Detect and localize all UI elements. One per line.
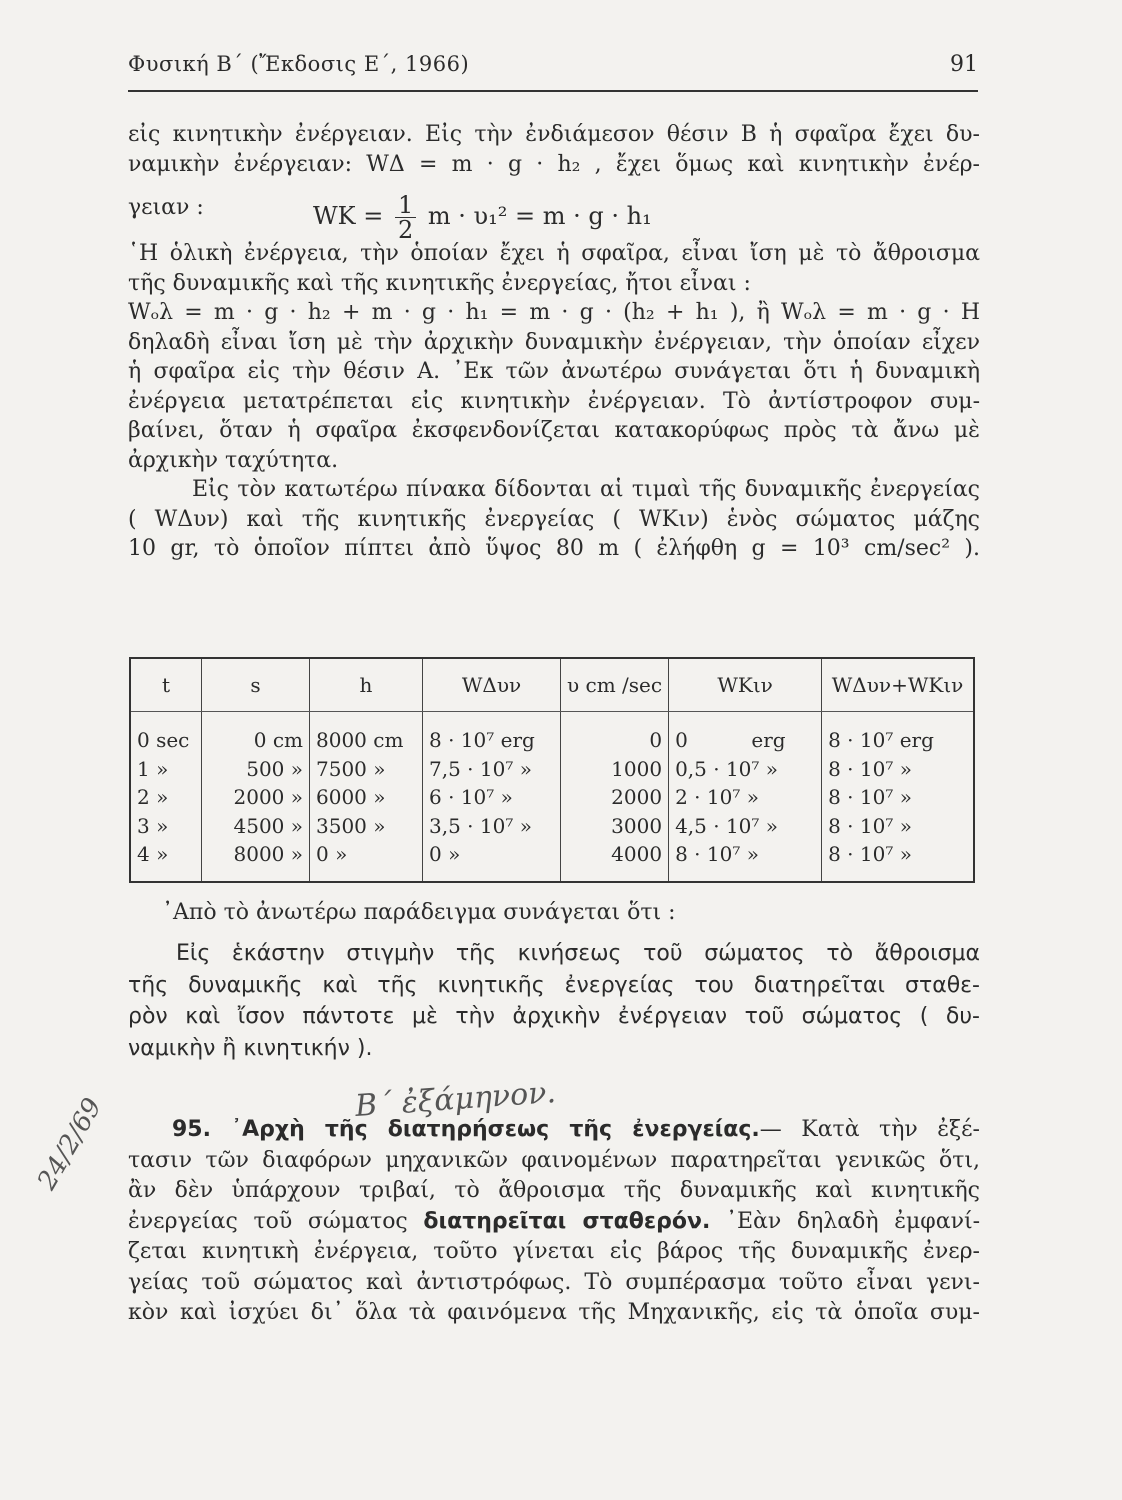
cell: 8 · 10⁷ »: [822, 812, 974, 841]
book-title: Φυσική Β΄ (Ἔκδοσις Ε΄, 1966): [128, 52, 470, 76]
total-energy-formula: Wₒλ = m · g · h₂ + m · g · h₁ = m · g · (h₂ + h₁ ), ἢ Wₒλ = m · g · H: [128, 300, 980, 325]
text-line: τασιν τῶν διαφόρων μηχανικῶν φαινομένων παρατηρεῖται γενικῶς ὅτι,: [128, 1147, 980, 1173]
text-line: 10 gr, τὸ ὁποῖον πίπτει ἀπὸ ὕψος 80 m ( ἐλήφθη g = 10³ cm/sec² ).: [128, 536, 980, 561]
cell: 0 sec: [130, 712, 202, 755]
col-header-w-sum: WΔυν+WΚιν: [822, 658, 974, 712]
cell: 7,5 · 10⁷ »: [423, 755, 561, 784]
cell: 7500 »: [310, 755, 423, 784]
text-line: ναμικὴν ἢ κινητικήν ).: [128, 1035, 373, 1061]
table-row: [130, 712, 974, 755]
text-line: ῾Η ὁλικὴ ἐνέργεια, τὴν ὁποίαν ἔχει ἡ σφαῖρα, εἶναι ἴση μὲ τὸ ἄθροισμα: [128, 241, 980, 266]
section-95: [128, 1115, 980, 1329]
col-header-h: h: [310, 658, 423, 712]
col-header-t: t: [130, 658, 202, 712]
conclusion-block: [128, 897, 980, 1064]
text-line: ἐνέργεια μετατρέπεται εἰς κινητικὴν ἐνέργειαν. Τὸ ἀντίστροφον συμ-: [128, 388, 980, 414]
cell: 4 »: [130, 840, 202, 882]
table-row: [130, 755, 974, 784]
cell: 6000 »: [310, 783, 423, 812]
cell: 8 · 10⁷ erg: [423, 712, 561, 755]
text-line: κὸν καὶ ἰσχύει δι᾿ ὅλα τὰ φαινόμενα τῆς Μηχανικῆς, εἰς τὰ ὁποῖα συμ-: [128, 1300, 980, 1325]
text-line: ἡ σφαῖρα εἰς τὴν θέσιν Α. ᾿Εκ τῶν ἀνωτέρω συνάγεται ὅτι ἡ δυναμικὴ: [128, 359, 980, 384]
text-line: ναμικὴν ἐνέργειαν: WΔ = m · g · h₂ , ἔχει ὅμως καὶ κινητικὴν ἐνέρ-: [128, 151, 980, 177]
cell: 8 · 10⁷ »: [822, 840, 974, 882]
energy-table: [129, 657, 975, 883]
cell: 0 erg: [669, 712, 822, 755]
cell: 3 »: [130, 812, 202, 841]
cell: 4,5 · 10⁷ »: [669, 812, 822, 841]
formula-expression: [313, 193, 652, 242]
text-line: τῆς δυναμικῆς καὶ τῆς κινητικῆς ἐνεργείας, ἤτοι εἶναι :: [128, 270, 751, 296]
text-line: ρὸν καὶ ἴσον πάντοτε μὲ τὴν ἀρχικὴν ἐνέργειαν τοῦ σώματος ( δυ-: [128, 1004, 980, 1029]
cell: 0 »: [423, 840, 561, 882]
cell: 8 · 10⁷ »: [669, 840, 822, 882]
text-line: δηλαδὴ εἶναι ἴση μὲ τὴν ἀρχικὴν δυναμικὴν ἐνέργειαν, τὴν ὁποίαν εἶχεν: [128, 329, 980, 355]
paragraph-energy: [128, 120, 980, 564]
col-header-s: s: [202, 658, 310, 712]
fraction-numerator: 1: [395, 193, 416, 218]
text-line: ( WΔυν) καὶ τῆς κινητικῆς ἐνεργείας ( WΚιν) ἑνὸς σώματος μάζης: [128, 506, 980, 532]
table-row: [130, 783, 974, 812]
cell: 0 cm: [202, 712, 310, 755]
cell: 3000: [561, 812, 669, 841]
cell: 8 · 10⁷ »: [822, 755, 974, 784]
conclusion-intro: ᾿Απὸ τὸ ἀνωτέρω παράδειγμα συνάγεται ὅτι :: [162, 900, 676, 925]
kinetic-energy-formula: [128, 179, 980, 244]
text-line: ζεται κινητικὴ ἐνέργεια, τοῦτο γίνεται εἰς βάρος τῆς δυναμικῆς ἐνερ-: [128, 1239, 980, 1264]
cell: 1 »: [130, 755, 202, 784]
cell: 0 »: [310, 840, 423, 882]
page-number: 91: [950, 52, 978, 77]
text-line: βαίνει, ὅταν ἡ σφαῖρα ἐκσφενδονίζεται κατακορύφως πρὸς τὰ ἄνω μὲ: [128, 418, 980, 443]
cell: 3,5 · 10⁷ »: [423, 812, 561, 841]
cell: 2000 »: [202, 783, 310, 812]
emphasis-conserved: διατηρεῖται σταθερόν.: [423, 1208, 711, 1234]
conclusion-statement: [128, 938, 980, 1064]
text-line: ἂν δὲν ὑπάρχουν τριβαί, τὸ ἄθροισμα τῆς δυναμικῆς καὶ κινητικῆς: [128, 1178, 980, 1203]
col-header-w-dyn: WΔυν: [423, 658, 561, 712]
cell: 2 · 10⁷ »: [669, 783, 822, 812]
formula-label: γειαν :: [128, 195, 204, 220]
table-row: [130, 812, 974, 841]
handwritten-date: 24/2/69: [32, 1093, 109, 1195]
cell: 3500 »: [310, 812, 423, 841]
cell: 0,5 · 10⁷ »: [669, 755, 822, 784]
cell: 8 · 10⁷ »: [822, 783, 974, 812]
table-row: [130, 840, 974, 882]
cell: 4000: [561, 840, 669, 882]
text-fragment: ᾿Εὰν δηλαδὴ ἐμφανί-: [726, 1208, 980, 1234]
cell: 8000 cm: [310, 712, 423, 755]
fraction-denominator: 2: [397, 216, 414, 244]
text-line: Εἰς τὸν κατωτέρω πίνακα δίδονται αἱ τιμαὶ τῆς δυναμικῆς ἐνεργείας: [192, 477, 980, 502]
cell: 0: [561, 712, 669, 755]
formula-left: WΚ =: [313, 202, 384, 230]
text-line: γείας τοῦ σώματος καὶ ἀντιστρόφως. Τὸ συμπέρασμα τοῦτο εἶναι γενι-: [128, 1269, 980, 1295]
cell: 8 · 10⁷ erg: [822, 712, 974, 755]
cell: 1000: [561, 755, 669, 784]
col-header-velocity: υ cm /sec: [561, 658, 669, 712]
text-line: Εἰς ἑκάστην στιγμὴν τῆς κινήσεως τοῦ σώματος τὸ ἄθροισμα: [176, 941, 980, 966]
text-line: τῆς δυναμικῆς καὶ τῆς κινητικῆς ἐνεργείας του διατηρεῖται σταθε-: [128, 972, 980, 998]
text-line: εἰς κινητικὴν ἐνέργειαν. Εἰς τὴν ἐνδιάμεσον θέσιν Β ἡ σφαῖρα ἔχει δυ-: [128, 122, 980, 147]
running-header: [128, 50, 978, 92]
text-line: ἀρχικὴν ταχύτητα.: [128, 447, 339, 473]
fraction-one-half: [395, 193, 416, 242]
text-fragment: ἐνεργείας τοῦ σώματος: [128, 1208, 408, 1234]
col-header-w-kin: WΚιν: [669, 658, 822, 712]
formula-right: m · υ₁² = m · g · h₁: [427, 202, 652, 230]
handwritten-note-semester: Β΄ ἐξάμηνον.: [354, 1075, 557, 1124]
table-header-row: [130, 658, 974, 712]
cell: 2 »: [130, 783, 202, 812]
cell: 500 »: [202, 755, 310, 784]
section-heading-tail: — Κατὰ τὴν ἐξέ-: [759, 1117, 980, 1142]
cell: 8000 »: [202, 840, 310, 882]
section-heading-line: [128, 1115, 980, 1146]
cell: 6 · 10⁷ »: [423, 783, 561, 812]
section-heading: 95. ᾿Αρχὴ τῆς διατηρήσεως τῆς ἐνεργείας.: [172, 1117, 760, 1142]
cell: 2000: [561, 783, 669, 812]
text-line-emphasis: [128, 1207, 980, 1238]
cell: 4500 »: [202, 812, 310, 841]
